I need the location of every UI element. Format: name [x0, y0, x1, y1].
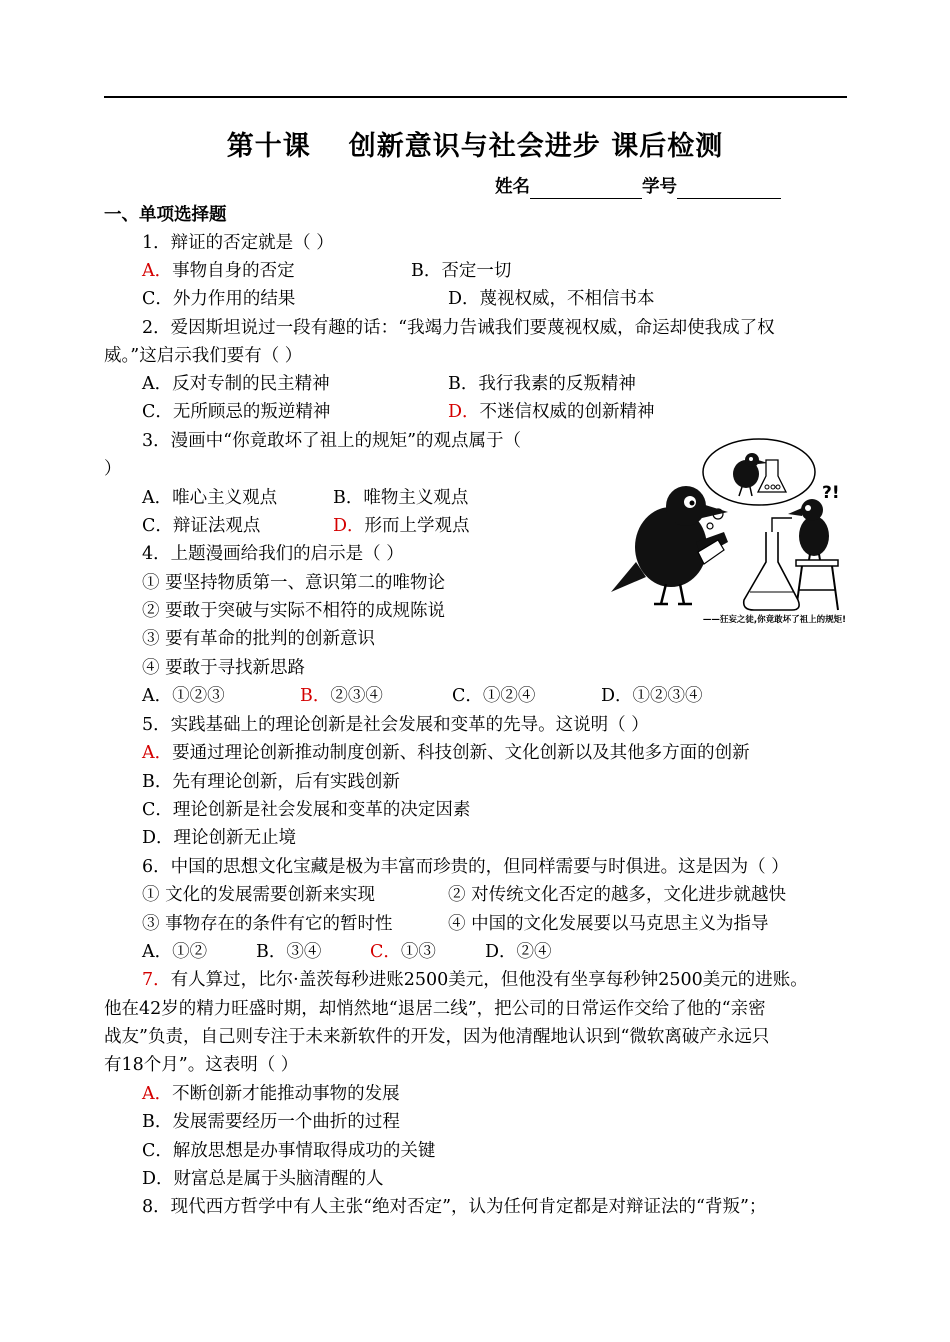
- page-title: [0, 124, 950, 163]
- q5-option-a-text: 要通过理论创新推动制度创新、科技创新、文化创新以及其他多方面的创新: [172, 743, 750, 763]
- q4-option-b: [300, 684, 383, 708]
- q6-stem: 6．中国的思想文化宝藏是极为丰富而珍贵的，但同样需要与时俱进。这是因为（ ）: [142, 857, 789, 877]
- q4-item-1: ① 要坚持物质第一、意识第二的唯物论: [142, 573, 446, 593]
- q5-option-c: C．理论创新是社会发展和变革的决定因素: [142, 800, 471, 820]
- q4-option-a: A．①②③: [142, 686, 225, 706]
- q7-stem-1-text: 有人算过，比尔·盖茨每秒进账2500美元，但他没有坐享每秒钟2500美元的进账。: [170, 970, 808, 990]
- q3-stem-2: ）: [104, 459, 122, 479]
- q2-option-d: [448, 400, 655, 424]
- q7-stem-1: [142, 968, 808, 992]
- q2-option-d-text: 不迷信权威的创新精神: [479, 402, 655, 422]
- q4-item-4: ④ 要敢于寻找新思路: [142, 658, 306, 678]
- q7-option-a-text: 不断创新才能推动事物的发展: [172, 1084, 400, 1104]
- title-topic: 创新意识与社会进步 课后检测: [348, 131, 724, 162]
- student-info: [495, 175, 781, 199]
- q1-answer-letter: A．: [142, 261, 173, 281]
- q4-stem: 4．上题漫画给我们的启示是（ ）: [142, 544, 404, 564]
- top-rule: [104, 96, 847, 98]
- q4-option-b-text: ②③④: [330, 686, 383, 706]
- cartoon-marks: ?!: [822, 483, 840, 503]
- q4-option-c: C．①②④: [452, 686, 536, 706]
- q6-item-1: ① 文化的发展需要创新来实现: [142, 885, 376, 905]
- q6-answer-letter: C．: [370, 942, 401, 962]
- name-field[interactable]: [530, 180, 642, 199]
- q2-stem-2: 威。”这启示我们要有（ ）: [104, 346, 303, 366]
- q7-option-c: C．解放思想是办事情取得成功的关键: [142, 1141, 436, 1161]
- crow-cartoon: [606, 432, 850, 626]
- q1-option-a: [142, 259, 295, 283]
- q7-option-d: D．财富总是属于头脑清醒的人: [142, 1169, 384, 1189]
- q8-stem: 8．现代西方哲学中有人主张“绝对否定”，认为任何肯定都是对辩证法的“背叛”；: [142, 1197, 767, 1217]
- q5-option-a: [142, 741, 750, 765]
- q7-stem-4: 有18个月”。这表明（ ）: [104, 1055, 299, 1075]
- title-lesson: 第十课: [226, 131, 311, 162]
- q4-item-3: ③ 要有革命的批判的创新意识: [142, 629, 376, 649]
- q6-option-d: D．②④: [485, 942, 552, 962]
- q3-option-c: C．辩证法观点: [142, 516, 261, 536]
- q2-option-a: A．反对专制的民主精神: [142, 374, 330, 394]
- q2-option-b: B．我行我素的反叛精神: [448, 374, 636, 394]
- q5-stem: 5．实践基础上的理论创新是社会发展和变革的先导。这说明（ ）: [142, 715, 649, 735]
- q6-option-c: [370, 940, 436, 964]
- q1-option-d: D．蔑视权威，不相信书本: [448, 289, 655, 309]
- q2-option-c: C．无所顾忌的叛逆精神: [142, 402, 331, 422]
- q7-number: 7．: [142, 970, 171, 990]
- q3-answer-letter: D．: [333, 516, 365, 536]
- q7-option-a: [142, 1082, 400, 1106]
- q3-option-b: B．唯物主义观点: [333, 488, 469, 508]
- q6-option-c-text: ①③: [400, 942, 436, 962]
- q5-answer-letter: A．: [142, 743, 173, 763]
- q1-option-c: C．外力作用的结果: [142, 289, 296, 309]
- q3-option-a: A．唯心主义观点: [142, 488, 278, 508]
- q6-option-b: B．③④: [256, 942, 322, 962]
- q5-option-b: B．先有理论创新，后有实践创新: [142, 772, 400, 792]
- q4-answer-letter: B．: [300, 686, 331, 706]
- q6-item-3: ③ 事物存在的条件有它的暂时性: [142, 914, 393, 934]
- q6-item-4: ④ 中国的文化发展要以马克思主义为指导: [448, 914, 769, 934]
- q7-option-b: B．发展需要经历一个曲折的过程: [142, 1112, 400, 1132]
- id-label: 学号: [642, 177, 677, 197]
- q4-item-2: ② 要敢于突破与实际不相符的成规陈说: [142, 601, 446, 621]
- q1-option-b: B．否定一切: [411, 261, 512, 281]
- section-heading: 一、单项选择题: [104, 205, 227, 225]
- q7-stem-3: 战友”负责，自己则专注于未来新软件的开发，因为他清醒地认识到“微软离破产永远只: [104, 1027, 770, 1047]
- q6-item-2: ② 对传统文化否定的越多，文化进步就越快: [448, 885, 787, 905]
- q3-option-d-text: 形而上学观点: [364, 516, 470, 536]
- q4-option-d: D．①②③④: [601, 686, 703, 706]
- q3-option-d: [333, 514, 470, 538]
- cartoon-caption: ——狂妄之徒,你竟敢坏了祖上的规矩!: [702, 615, 846, 625]
- q1-stem: 1．辩证的否定就是（ ）: [142, 233, 334, 253]
- q3-stem-1: 3．漫画中“你竟敢坏了祖上的规矩”的观点属于（: [142, 431, 522, 451]
- q7-answer-letter: A．: [142, 1084, 173, 1104]
- name-label: 姓名: [495, 177, 530, 197]
- id-field[interactable]: [677, 180, 781, 199]
- q1-option-a-text: 事物自身的否定: [172, 261, 295, 281]
- q2-answer-letter: D．: [448, 402, 480, 422]
- q7-stem-2: 他在42岁的精力旺盛时期，却悄然地“退居二线”，把公司的日常运作交给了他的“亲密: [104, 999, 766, 1019]
- q6-option-a: A．①②: [142, 942, 208, 962]
- q2-stem-1: 2．爱因斯坦说过一段有趣的话：“我竭力告诫我们要蔑视权威，命运却使我成了权: [142, 318, 775, 338]
- q5-option-d: D．理论创新无止境: [142, 828, 297, 848]
